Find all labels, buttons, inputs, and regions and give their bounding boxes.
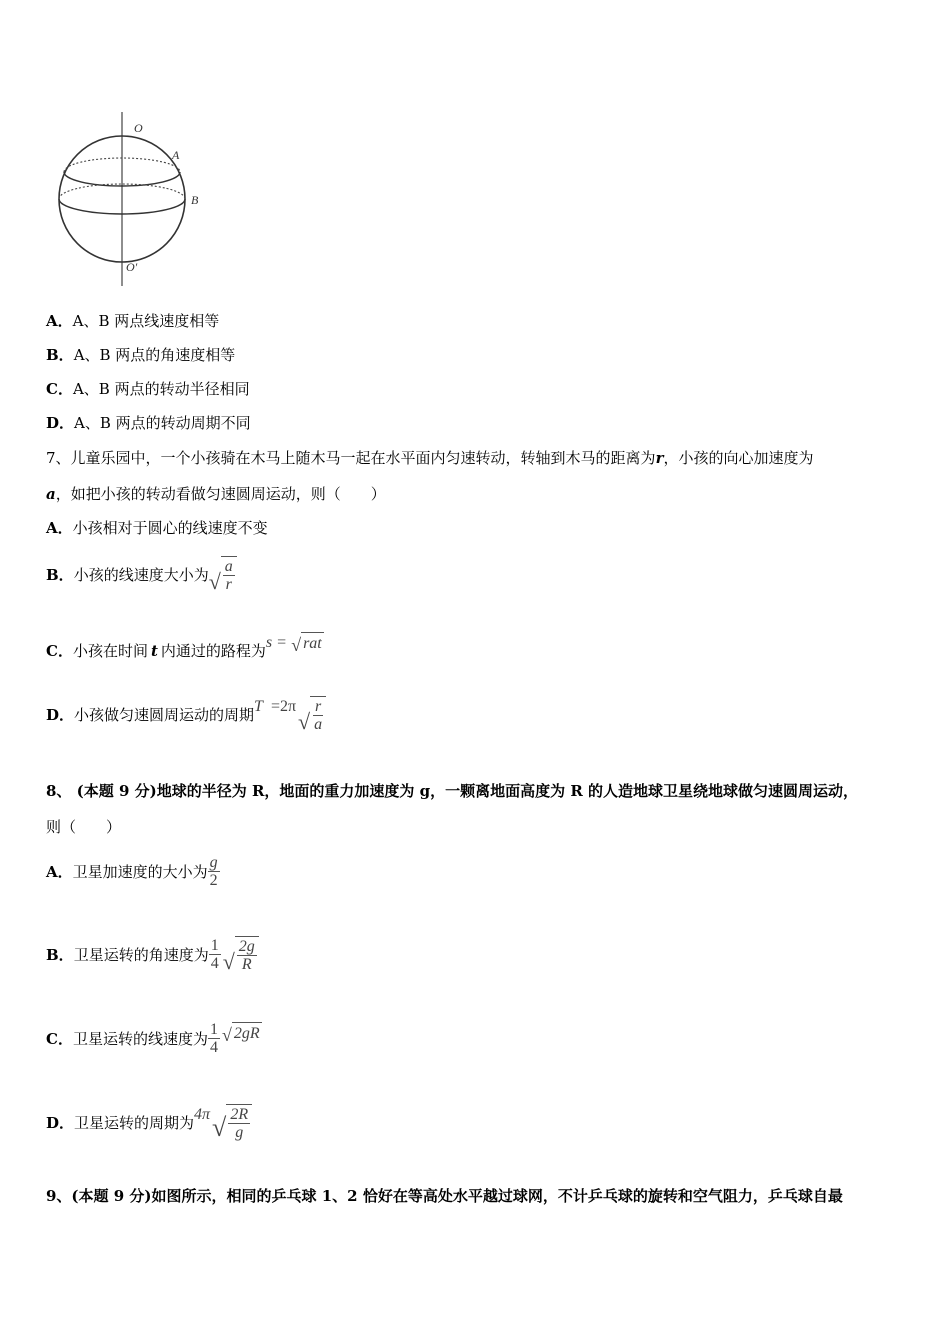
radicand: 2gR [233,1024,260,1042]
option-text: A、B 两点的转动半径相同 [72,380,250,398]
formula-sqrt-a-over-r: √ $\frac{a}{r}$ [209,556,237,593]
label-a: A [172,148,180,162]
label-o-bottom: O′ [126,260,138,274]
q7-stem-text-3: ，如把小孩的转动看做匀速圆周运动，则（ ） [55,485,386,503]
coef-denominator: 4 [209,1039,218,1056]
formula-coef: 4π [194,1105,211,1123]
option-letter: B． [46,565,74,584]
option-text-2: 内通过的路程为 [160,642,266,660]
q8-stem-line1 [46,781,858,801]
option-text: 卫星加速度的大小为 [72,862,208,881]
formula-eq: = [277,634,287,651]
option-letter: B． [46,945,74,964]
option-text: 卫星运转的角速度为 [73,945,209,964]
option-text: 小孩做匀速圆周运动的周期 [74,705,255,724]
option-letter: C． [46,1029,73,1048]
q9-stem-line1 [46,1186,843,1206]
q9-stem-text: 9、(本题 9 分)如图所示，相同的乒乓球 1、2 恰好在等高处水平越过球网，不计乒乓球的旋转和空气阻力，乒乓球自最 [46,1187,843,1205]
fraction-denominator: r [225,576,232,593]
formula-eq: =2π [270,697,297,715]
option-letter: B． [46,346,74,364]
option-text: 卫星运转的周期为 [74,1113,195,1132]
q7-stem-line1 [46,448,813,468]
option-letter: A． [46,312,73,330]
fraction-numerator: a [224,558,233,575]
option-text: A、B 两点线速度相等 [72,312,220,330]
fraction-denominator: g [235,1124,244,1141]
option-letter: D． [46,1113,75,1132]
var-r: r [655,449,664,467]
formula-period: 4π √ $\frac{2R}{g}$ [194,1104,252,1141]
label-b: B [191,193,199,207]
option-letter: C． [46,642,73,660]
q8-stem-text-2: 则（ ） [46,818,122,836]
formula-s-sqrt-rat: s = √ rat [265,634,322,655]
q8-stem-text: 8、 (本题 9 分)地球的半径为 R，地面的重力加速度为 g，一颗离地面高度为 R 的人造地球卫星绕地球做匀速圆周运动， [46,782,859,800]
option-text: 小孩的线速度大小为 [73,565,209,584]
fraction-numerator: g [209,854,218,871]
sphere-figure [50,110,210,290]
fraction-numerator: r [315,698,322,715]
coef-numerator: 1 [209,1021,218,1038]
q7-stem-text-2: ，小孩的向心加速度为 [663,449,814,467]
option-text: 小孩相对于圆心的线速度不变 [72,519,268,537]
coef-numerator: 1 [210,937,219,954]
formula-lhs: T [254,697,263,715]
option-text: 卫星运转的线速度为 [72,1029,208,1048]
option-letter: A． [46,519,73,537]
label-o-top: O [134,121,143,135]
option-letter: D． [46,414,75,432]
formula-g-over-2 [208,854,220,889]
q7-option-d [46,696,326,733]
q6-option-d [46,413,251,433]
q7-option-b [46,556,237,593]
q6-option-b [46,345,235,365]
q7-option-a [46,518,268,538]
var-t: t [150,642,158,660]
fraction-denominator: R [241,956,252,973]
q8-option-a [46,854,220,889]
q8-option-d [46,1104,252,1141]
coef-denominator: 4 [210,955,219,972]
q6-option-c [46,379,250,399]
formula-t-period: T =2π √ $\frac{r}{a}$ [254,696,326,733]
formula-linear-velocity: $\frac{1}{4}$ √ 2gR [209,1021,260,1056]
fraction-denominator: 2 [209,872,218,889]
option-letter: D． [46,705,75,724]
q8-stem-line2 [46,817,121,837]
q7-option-c [46,634,324,662]
q7-stem-line2 [46,484,386,504]
option-text: 小孩在时间 [72,642,148,660]
option-letter: A． [46,862,73,881]
radicand: rat [303,635,322,652]
fraction-denominator: a [314,716,323,733]
option-text: A、B 两点的角速度相等 [73,346,236,364]
formula-angular-velocity: $\frac{1}{4}$ √ $\frac{2g}{R}$ [209,936,259,973]
option-letter: C． [46,380,73,398]
option-text: A、B 两点的转动周期不同 [74,414,251,432]
q8-option-b [46,936,259,973]
formula-lhs: s [265,634,273,651]
var-a: a [46,485,56,503]
q8-option-c [46,1021,262,1056]
q6-option-a [46,311,219,331]
fraction-numerator: 2g [238,938,255,955]
q7-stem-text: 7、儿童乐园中，一个小孩骑在木马上随木马一起在水平面内匀速转动，转轴到木马的距离为 [46,449,656,467]
fraction-numerator: 2R [230,1106,249,1123]
